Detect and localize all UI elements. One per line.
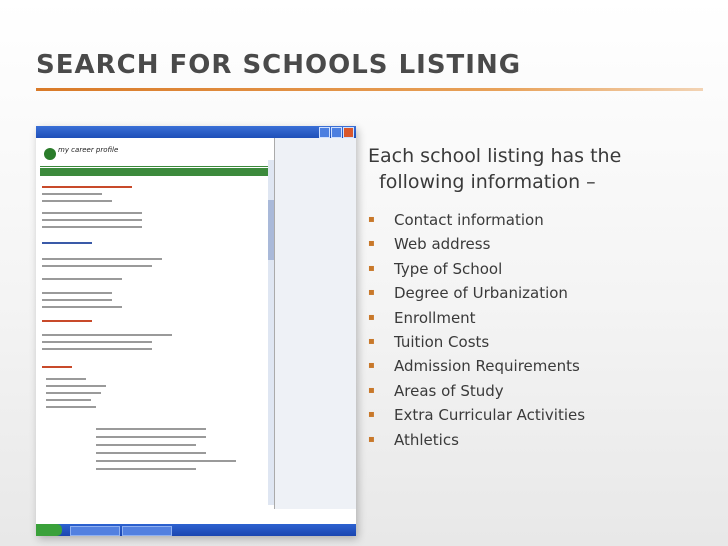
list-item: ▪ Type of School [368,257,708,281]
bullet-icon: ▪ [368,214,375,225]
title-underline [36,88,703,91]
maximize-icon [331,127,342,138]
bullet-icon: ▪ [368,384,375,396]
list-item: ▪ Web address [368,232,708,256]
list-item: ▪ Admission Requirements [368,354,708,378]
screenshot-scrollbar [268,160,274,505]
start-button [36,524,62,536]
bullet-icon: ▪ [368,360,375,372]
embedded-screenshot [36,126,356,536]
info-list [368,208,708,452]
bullet-icon: ▪ [368,262,375,274]
bullet-icon: ▪ [368,238,375,250]
site-nav-bar [40,168,270,176]
window-titlebar [36,126,356,138]
list-item: ▪ Degree of Urbanization [368,281,708,305]
intro-text [368,143,708,195]
close-icon [343,127,354,138]
bullet-icon: ▪ [368,409,375,421]
slide-title: SEARCH FOR SCHOOLS LISTING [36,50,522,80]
list-item: ▪ Tuition Costs [368,330,708,354]
list-item: ▪ Enrollment [368,306,708,330]
screenshot-toolbar-area [275,138,356,509]
bullet-icon: ▪ [368,287,375,299]
list-item: ▪ Contact information [368,208,708,232]
screenshot-page-content [36,138,275,509]
screenshot-taskbar [36,524,356,536]
intro-line-2: following information – [379,171,596,193]
info-panel [368,143,708,452]
list-item: ▪ Athletics [368,428,708,452]
intro-line-1: Each school listing has the [368,145,622,167]
list-item: ▪ Extra Curricular Activities [368,403,708,427]
list-item: ▪ Areas of Study [368,379,708,403]
bullet-icon: ▪ [368,433,375,445]
site-logo-bar [40,146,270,167]
logo-text: my career profile [58,146,119,154]
bullet-icon: ▪ [368,336,375,348]
minimize-icon [319,127,330,138]
bullet-icon: ▪ [368,311,375,323]
logo-icon [44,148,56,160]
